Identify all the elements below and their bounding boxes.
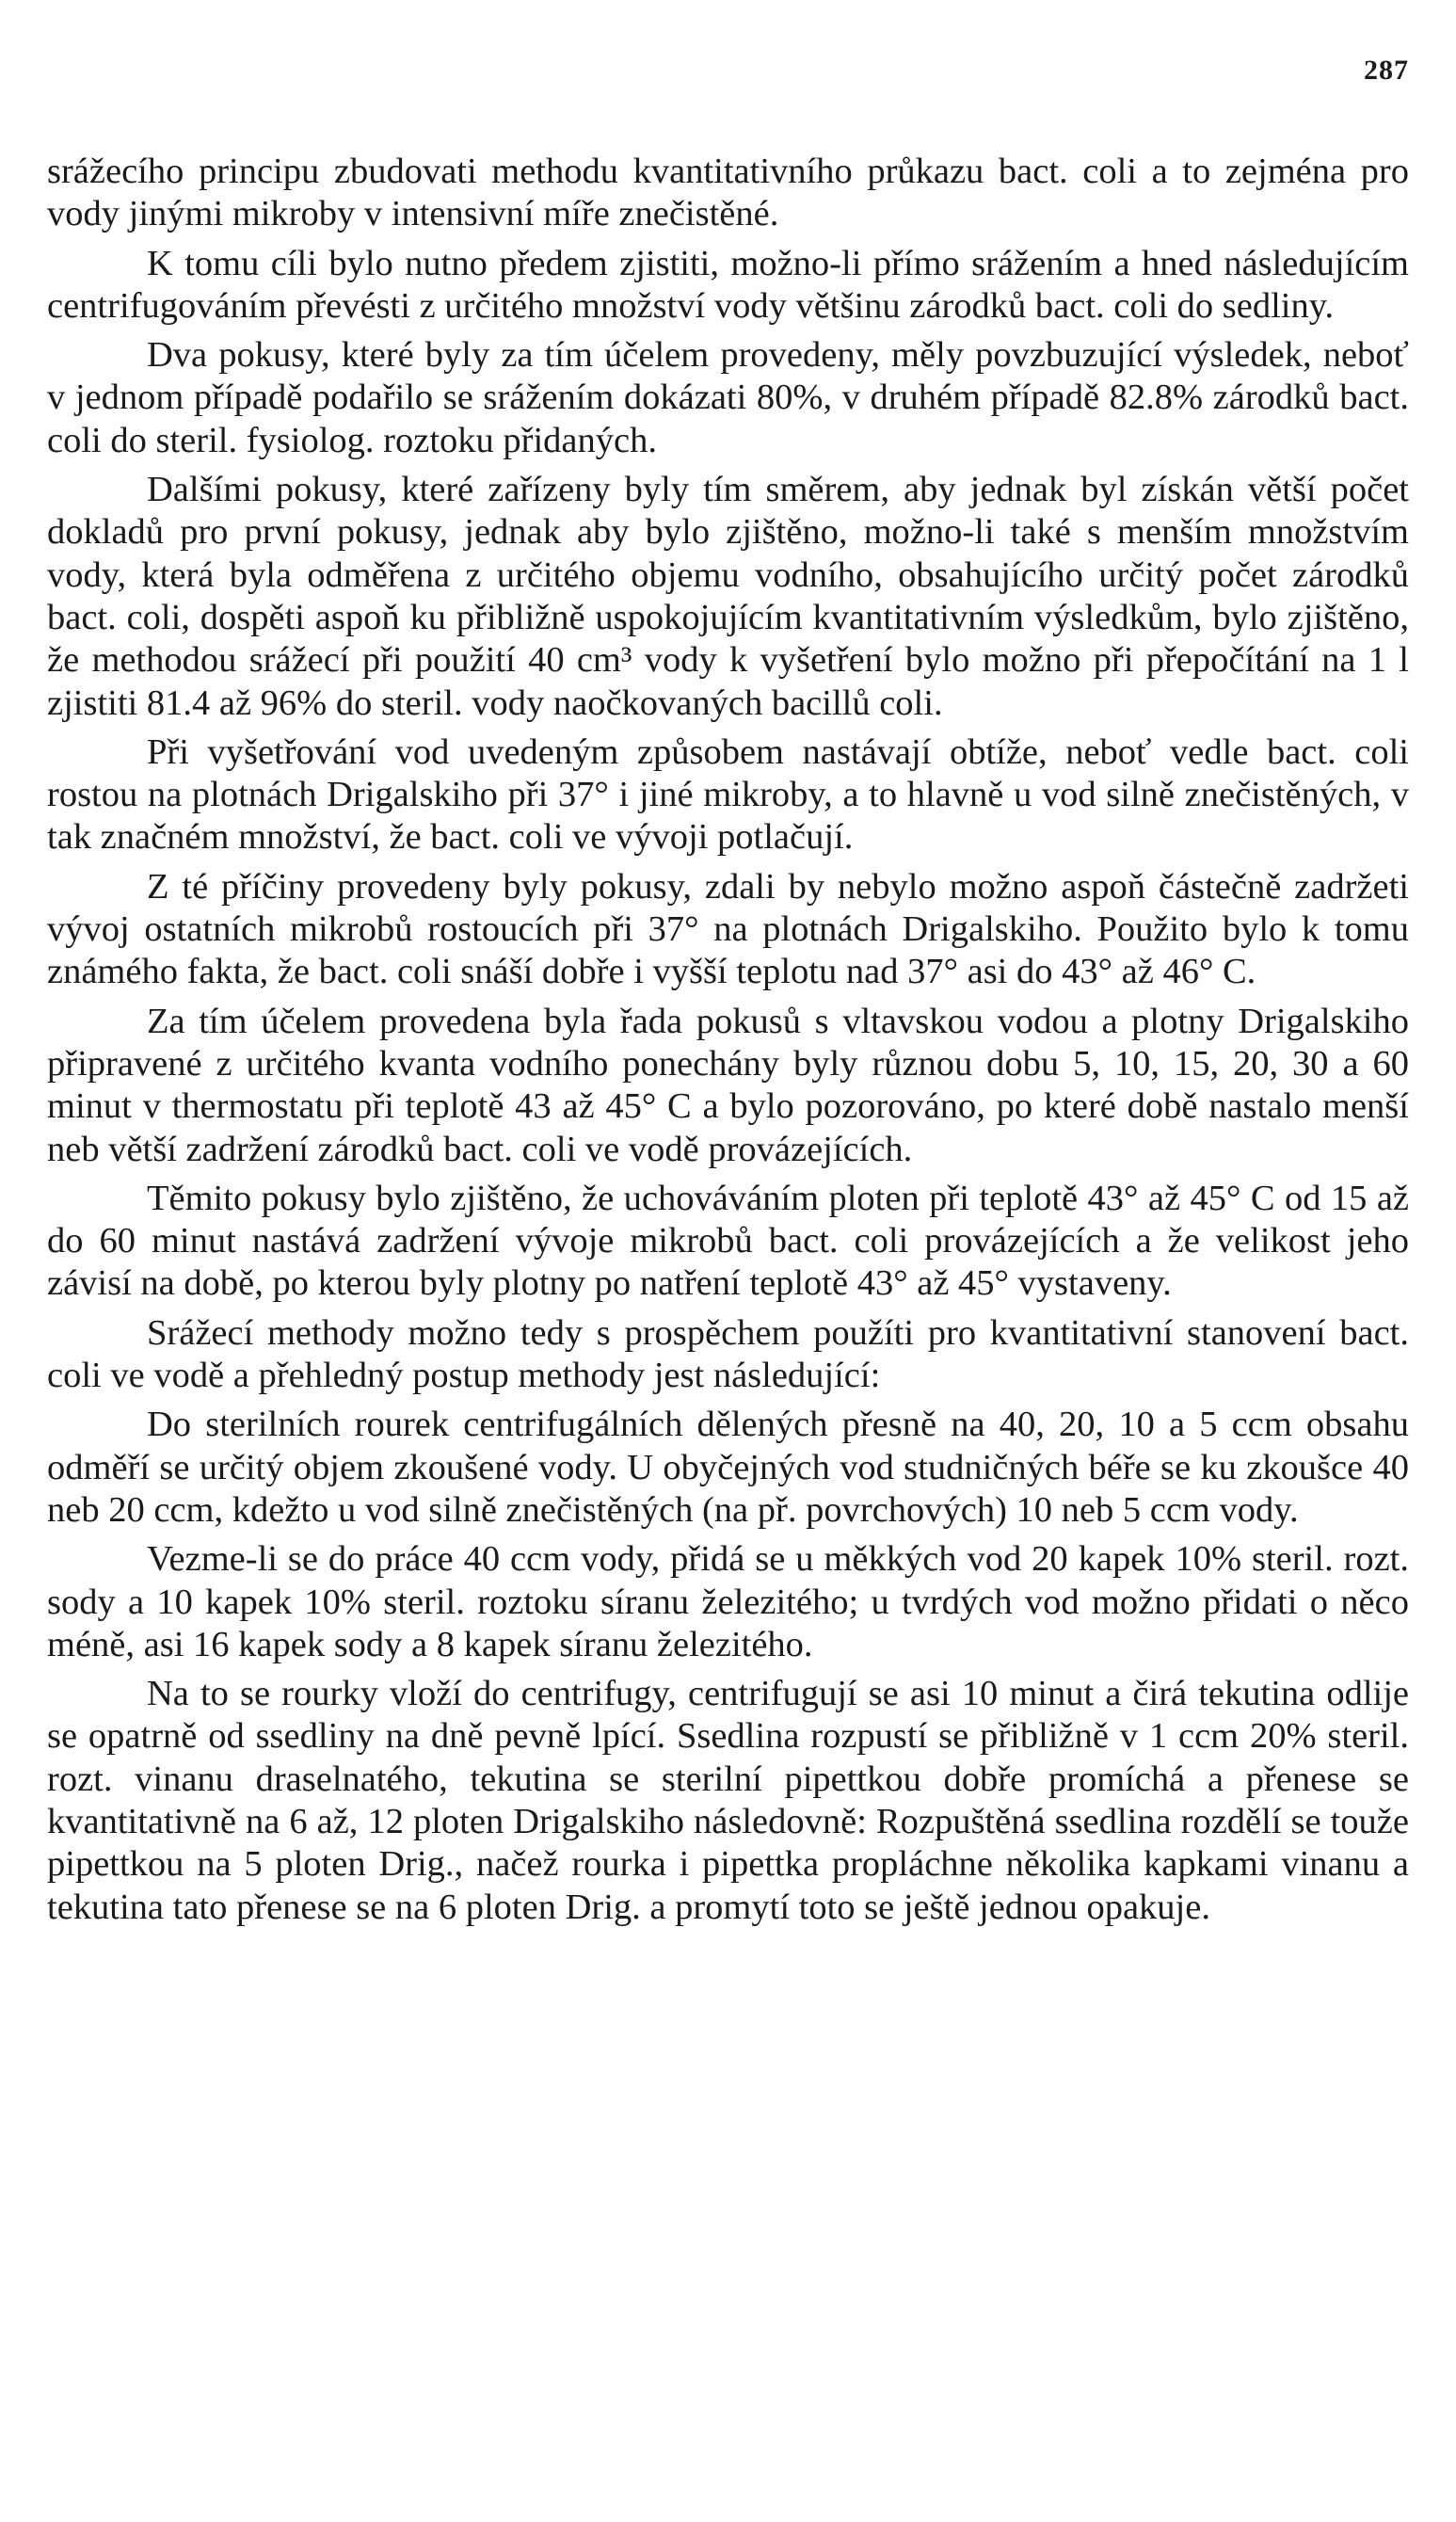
paragraph: Dva pokusy, které byly za tím účelem provedeny, měly povzbuzující výsledek, neboť v jednom případě podařilo se srážením dokázati 80%, v druhém případě 82.8% zárodků bact. coli do steril. fysiolog. roztoku přidaných. (47, 335, 1409, 460)
paragraph: Za tím účelem provedena byla řada pokusů s vltavskou vodou a plotny Drigalskiho připravené z určitého kvanta vodního ponechány byly různou dobu 5, 10, 15, 20, 30 a 60 minut v thermostatu při teplotě 43 až 45° C a bylo pozorováno, po které době nastalo menší neb větší zadržení zárodků bact. coli ve vodě provázejících. (47, 1001, 1409, 1169)
paragraph: Do sterilních rourek centrifugálních dělených přesně na 40, 20, 10 a 5 ccm obsahu odměří se určitý objem zkoušené vody. U obyčejných vod studničných béře se ku zkoušce 40 neb 20 ccm, kdežto u vod silně znečistěných (na př. povrchových) 10 neb 5 ccm vody. (47, 1405, 1409, 1530)
paragraph: K tomu cíli bylo nutno předem zjistiti, možno-li přímo srážením a hned následujícím centrifugováním převésti z určitého množství vody většinu zárodků bact. coli do sedliny. (47, 243, 1409, 326)
paragraph: Vezme-li se do práce 40 ccm vody, přidá se u měkkých vod 20 kapek 10% steril. rozt. sody a 10 kapek 10% steril. roztoku síranu železitého; u tvrdých vod možno přidati o něco méně, asi 16 kapek sody a 8 kapek síranu železitého. (47, 1539, 1409, 1664)
paragraph: Při vyšetřování vod uvedeným způsobem nastávají obtíže, neboť vedle bact. coli rostou na plotnách Drigalskiho při 37° i jiné mikroby, a to hlavně u vod silně znečistěných, v tak značném množství, že bact. coli ve vývoji potlačují. (47, 731, 1409, 858)
paragraph: Srážecí methody možno tedy s prospěchem použíti pro kvantitativní stanovení bact. coli ve vodě a přehledný postup methody jest následující: (47, 1312, 1409, 1396)
page-number: 287 (1364, 55, 1409, 86)
body-text (47, 151, 1409, 1936)
paragraph: Dalšími pokusy, které zařízeny byly tím směrem, aby jednak byl získán větší počet dokladů pro první pokusy, jednak aby bylo zjištěno, možno-li také s menším množstvím vody, která byla odměřena z určitého objemu vodního, obsahujícího určitý počet zárodků bact. coli, dospěti aspoň ku přibližně uspokojujícím kvantitativním výsledkům, bylo zjištěno, že methodou srážecí při použití 40 cm³ vody k vyšetření bylo možno při přepočítání na 1 l zjistiti 81.4 až 96% do steril. vody naočkovaných bacillů coli. (47, 470, 1409, 723)
paragraph: Z té příčiny provedeny byly pokusy, zdali by nebylo možno aspoň částečně zadržeti vývoj ostatních mikrobů rostoucích při 37° na plotnách Drigalskiho. Použito bylo k tomu známého fakta, že bact. coli snáší dobře i vyšší teplotu nad 37° asi do 43° až 46° C. (47, 866, 1409, 992)
paragraph: Těmito pokusy bylo zjištěno, že uchováváním ploten při teplotě 43° až 45° C od 15 až do 60 minut nastává zadržení vývoje mikrobů bact. coli provázejících a že velikost jeho závisí na době, po kterou byly plotny po natření teplotě 43° až 45° vystaveny. (47, 1178, 1409, 1304)
paragraph: Na to se rourky vloží do centrifugy, centrifugují se asi 10 minut a čirá tekutina odlije se opatrně od ssedliny na dně pevně lpící. Ssedlina rozpustí se přibližně v 1 ccm 20% steril. rozt. vinanu draselnatého, tekutina se sterilní pipettkou dobře promíchá a přenese se kvantitativně na 6 až, 12 ploten Drigalskiho následovně: Rozpuštěná ssedlina rozdělí se touže pipettkou na 5 ploten Drig., načež rourka i pipettka propláchne několika kapkami vinanu a tekutina tato přenese se na 6 ploten Drig. a promytí toto se ještě jednou opakuje. (47, 1674, 1409, 1927)
paragraph-continuation: srážecího principu zbudovati methodu kvantitativního průkazu bact. coli a to zejména pro vody jinými mikroby v intensivní míře znečistěné. (47, 152, 1409, 234)
